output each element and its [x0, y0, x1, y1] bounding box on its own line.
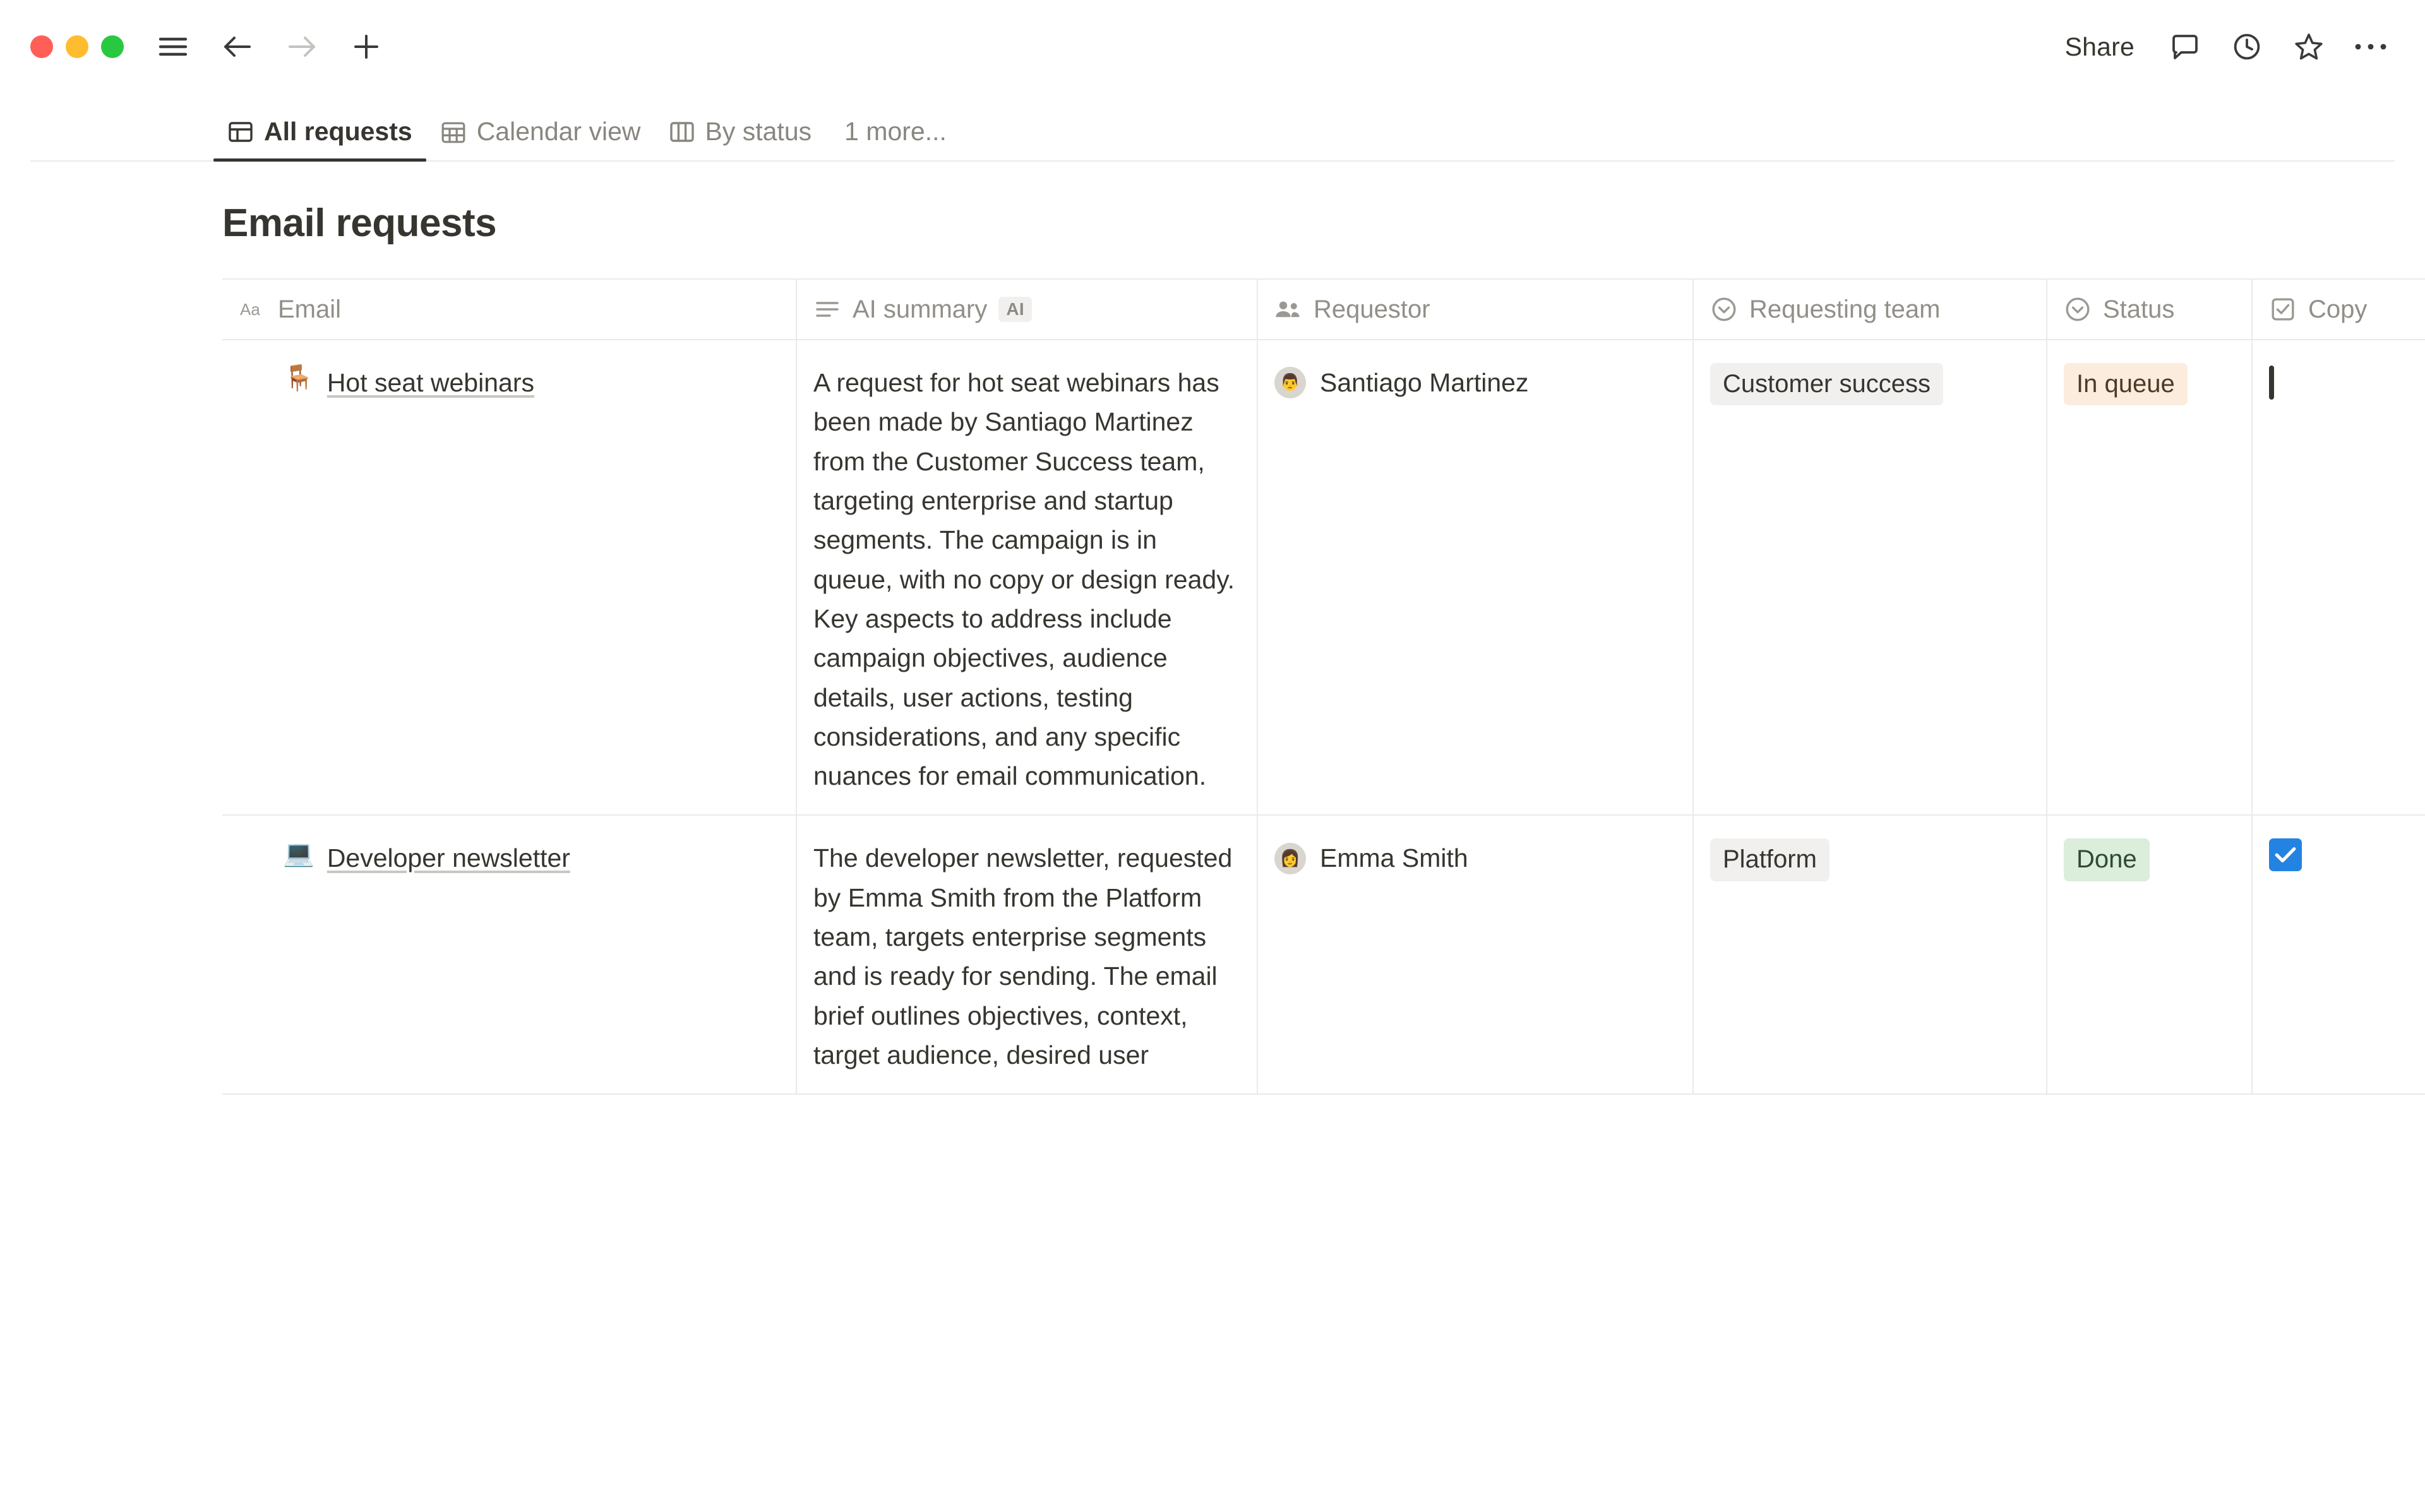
cell-copy[interactable]	[2253, 340, 2425, 814]
cell-ai-summary[interactable]: A request for hot seat webinars has been made by Santiago Martinez from the Customer Success team, targeting enterprise and startup segments. The campaign is in queue, with no copy or design ready. Key aspects to address include campaign objectives, audience details, user actions, testing considerations, and any specific nuances for email communication.	[797, 340, 1258, 814]
page-emoji-icon: 💻	[283, 840, 314, 868]
plus-icon[interactable]	[349, 29, 384, 64]
svg-text:Aa: Aa	[240, 300, 260, 319]
column-header-email[interactable]	[222, 280, 797, 339]
share-button[interactable]: Share	[2064, 32, 2135, 61]
column-header-requesting-team[interactable]	[1694, 280, 2047, 339]
table-row[interactable]	[222, 340, 2425, 816]
cell-email[interactable]	[222, 340, 797, 814]
status-badge: In queue	[2064, 363, 2188, 405]
avatar: 👨	[1274, 367, 1306, 398]
cell-requesting-team[interactable]	[1694, 816, 2047, 1093]
select-icon	[1710, 295, 1738, 323]
cell-email[interactable]	[222, 816, 797, 1093]
tab-label: All requests	[264, 117, 412, 146]
column-header-label: Requestor	[1314, 295, 1430, 323]
board-view-icon	[669, 119, 695, 145]
nav-icons	[155, 29, 384, 64]
calendar-view-icon	[440, 119, 467, 145]
table-row[interactable]	[222, 816, 2425, 1095]
star-icon[interactable]	[2291, 29, 2326, 64]
cell-copy[interactable]	[2253, 816, 2425, 1093]
window-controls[interactable]	[30, 35, 124, 58]
ai-badge: AI	[998, 297, 1032, 322]
ai-summary-icon	[813, 295, 841, 323]
table-header-row	[222, 280, 2425, 340]
column-header-status[interactable]	[2047, 280, 2253, 339]
column-header-ai-summary[interactable]	[797, 280, 1258, 339]
team-tag: Customer success	[1710, 363, 1943, 405]
more-icon[interactable]	[2353, 29, 2388, 64]
cell-requesting-team[interactable]	[1694, 340, 2047, 814]
text-type-icon	[239, 295, 266, 323]
cell-ai-summary[interactable]: The developer newsletter, requested by Emma Smith from the Platform team, targets enterprise segments and is ready for sending. The email brief outlines objectives, context, target audience, desired user	[797, 816, 1258, 1093]
copy-checkbox[interactable]	[2269, 366, 2274, 400]
status-badge: Done	[2064, 838, 2150, 881]
column-header-label: Copy	[2308, 295, 2368, 323]
maximize-window-button[interactable]	[101, 35, 124, 58]
tab-label: By status	[705, 117, 812, 146]
tab-calendar-view[interactable]	[426, 117, 655, 160]
column-header-copy[interactable]	[2253, 280, 2425, 339]
column-header-label: Requesting team	[1749, 295, 1941, 323]
status-icon	[2064, 295, 2092, 323]
table-view-icon	[227, 119, 254, 145]
comment-icon[interactable]	[2167, 29, 2203, 64]
title-bar	[0, 0, 2425, 93]
column-header-label: AI summary	[853, 295, 988, 323]
team-tag: Platform	[1710, 838, 1829, 881]
back-arrow-icon[interactable]	[220, 29, 255, 64]
tab-by-status[interactable]	[655, 117, 826, 160]
person-icon	[1274, 295, 1302, 323]
column-header-label: Status	[2103, 295, 2175, 323]
view-tabs-wrapper	[0, 107, 2425, 162]
minimize-window-button[interactable]	[66, 35, 88, 58]
cell-status[interactable]	[2047, 816, 2253, 1093]
tab-label: Calendar view	[476, 117, 641, 146]
cell-requestor[interactable]	[1258, 816, 1694, 1093]
tab-more-views[interactable]: 1 more...	[844, 117, 947, 146]
view-tabs	[30, 107, 2395, 162]
requestor-name: Emma Smith	[1320, 843, 1468, 873]
close-window-button[interactable]	[30, 35, 53, 58]
requests-table	[222, 278, 2425, 1095]
email-title-link[interactable]: Hot seat webinars	[326, 368, 534, 397]
page-title: Email requests	[222, 201, 497, 245]
person-chip[interactable]	[1274, 363, 1676, 402]
tab-all-requests[interactable]	[213, 117, 426, 160]
copy-checkbox[interactable]	[2269, 838, 2302, 871]
menu-icon[interactable]	[155, 29, 191, 64]
checkbox-type-icon	[2269, 295, 2297, 323]
column-header-requestor[interactable]	[1258, 280, 1694, 339]
avatar: 👩	[1274, 843, 1306, 874]
person-chip[interactable]	[1274, 838, 1676, 878]
page-emoji-icon: 🪑	[283, 364, 314, 392]
titlebar-right-actions	[2059, 28, 2388, 66]
column-header-label: Email	[278, 295, 342, 323]
requestor-name: Santiago Martinez	[1320, 368, 1529, 397]
clock-icon[interactable]	[2229, 29, 2265, 64]
cell-status[interactable]	[2047, 340, 2253, 814]
cell-requestor[interactable]	[1258, 340, 1694, 814]
email-title-link[interactable]: Developer newsletter	[326, 843, 570, 873]
forward-arrow-icon[interactable]	[284, 29, 320, 64]
